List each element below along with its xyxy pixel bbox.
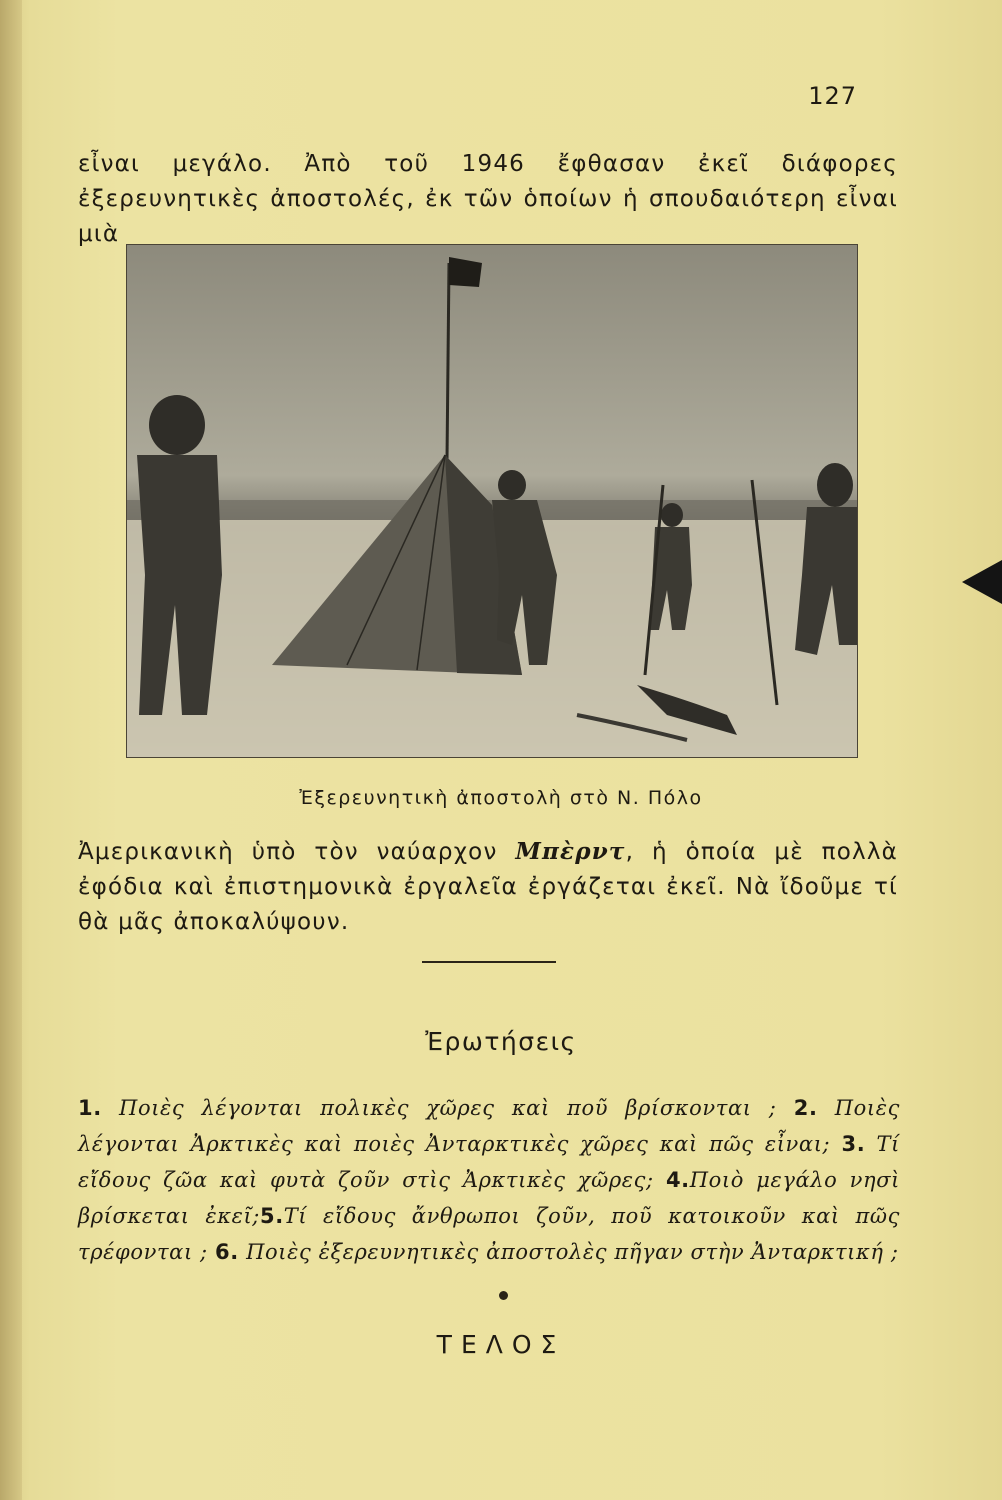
question-text: Ποιὸ μεγάλο νησὶ βρίσκεται ἐκεῖ;: [78, 1168, 900, 1228]
question-number: 6.: [215, 1240, 239, 1264]
question-number: 1.: [78, 1096, 102, 1120]
page-gutter: [0, 0, 22, 1500]
question-text: Ποιὲς λέγονται πολικὲς χῶρες καὶ ποῦ βρίσκονται ;: [101, 1096, 794, 1120]
question-number: 3.: [841, 1132, 866, 1156]
paragraph-top: εἶναι μεγάλο. Ἀπὸ τοῦ 1946 ἔφθασαν ἐκεῖ διάφορες ἐξερευνητικὲς ἀποστολές, ἐκ τῶν ὁποίων ἡ σπουδαιότερη εἶναι μιὰ: [78, 151, 898, 247]
question-text: Ποιὲς λέγονται Ἀρκτικὲς καὶ ποιὲς Ἀνταρκτικὲς χῶρες καὶ πῶς εἶναι;: [78, 1096, 900, 1156]
question-text: Ποιὲς ἐξερευνητικὲς ἀποστολὲς πῆγαν στὴν Ἀνταρκτική ;: [238, 1240, 899, 1264]
end-bullet: [499, 1291, 508, 1300]
paragraph-bottom: [78, 834, 898, 940]
question-number: 5.: [259, 1204, 284, 1228]
page-number: 127: [808, 82, 857, 110]
question-number: 2.: [793, 1096, 818, 1120]
expedition-photo: [126, 244, 858, 758]
question-text: Τί εἴδους ἄνθρωποι ζοῦν, ποῦ κατοικοῦν καὶ πῶς τρέφονται ;: [78, 1204, 900, 1264]
section-divider: [422, 961, 556, 963]
questions-list: [78, 1090, 900, 1270]
paragraph-bottom-end: , ἡ ὁποία μὲ πολλὰ ἐφόδια καὶ ἐπιστημονικὰ ἐργαλεῖα ἐργάζεται ἐκεῖ. Νὰ ἴδοῦμε τί θὰ μᾶς ἀποκαλύψουν.: [78, 839, 898, 935]
admiral-name: Μπὲρντ: [515, 838, 626, 865]
page-tear-mark: [962, 560, 1002, 604]
question-text: Τί εἴδους ζῶα καὶ φυτὰ ζοῦν στὶς Ἀρκτικὲς χῶρες;: [78, 1132, 901, 1192]
questions-heading: Ἐρωτήσεις: [425, 1027, 577, 1056]
paragraph-bottom-start: Ἀμερικανικὴ ὑπὸ τὸν ναύαρχον: [78, 839, 516, 865]
end-text: ΤΕΛΟΣ: [436, 1330, 566, 1359]
photo-caption: Ἐξερευνητικὴ ἀποστολὴ στὸ Ν. Πόλο: [299, 787, 703, 809]
question-number: 4.: [665, 1168, 690, 1192]
